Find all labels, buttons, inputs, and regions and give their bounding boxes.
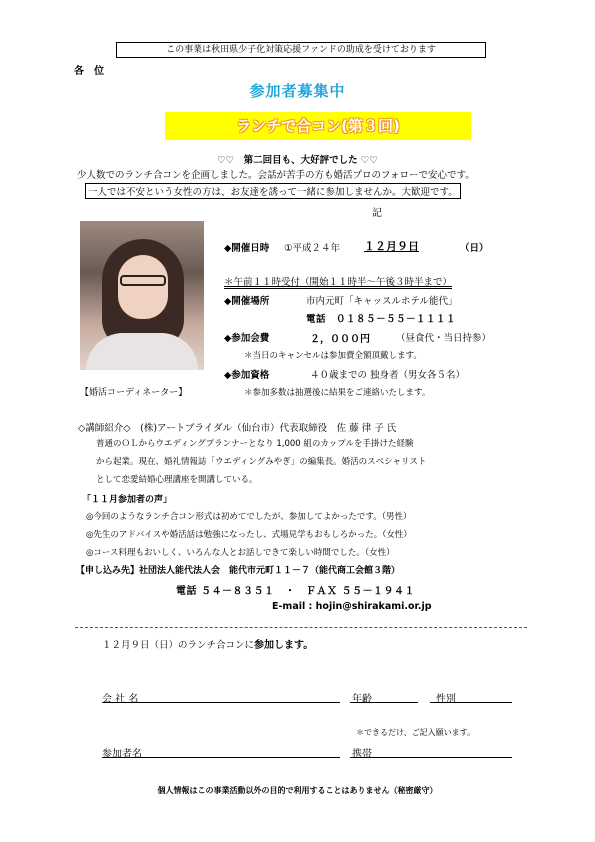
date-label: ◆開催日時	[224, 243, 270, 254]
mobile-label: 携帯	[352, 749, 372, 760]
ki-mark: 記	[372, 208, 382, 219]
lottery-note: ＊参加多数は抽選後に結果をご連絡いたします。	[244, 388, 431, 398]
contact-email: E-mail : hojin@shirakami.or.jp	[272, 601, 432, 612]
age-label: 年齢	[352, 694, 372, 705]
voice-item: ◎コース料理もおいしく、いろんな人とお話しできて楽しい時間でした。（女性）	[86, 548, 395, 558]
event-banner	[165, 112, 471, 140]
salutation: 各 位	[74, 66, 104, 77]
intro-line-2: 一人では不安という女性の方は、お友達を誘って一緒に参加しませんか。大歓迎です。	[85, 183, 461, 199]
recruit-title: 参加者募集中	[249, 82, 346, 100]
participant-name-field[interactable]	[102, 757, 340, 758]
voice-item: ◎今回のようなランチ合コン形式は初めてでしたが、参加してよかったです。（男性）	[86, 512, 412, 522]
venue-phone: 電話 ０１８５－５５－１１１１	[306, 314, 457, 325]
contact-phone-fax: 電話 ５４－８３５１ ・ ＦＡＸ ５５－１９４１	[176, 586, 415, 597]
lecturer-bio-2: から起業。現在、婚礼情報誌「ウエディングみやぎ」の編集長。婚活のスペシャリスト	[96, 457, 427, 467]
gender-field[interactable]	[430, 702, 512, 703]
age-field[interactable]	[350, 702, 418, 703]
fee-label: ◆参加会費	[224, 333, 270, 344]
grant-notice-box: この事業は秋田県少子化対策応援ファンドの助成を受けております	[116, 42, 486, 58]
event-banner-text: ランチで合コン(第３回)	[236, 117, 400, 135]
fee-note: （昼食代・当日持参）	[396, 333, 492, 344]
cut-line	[75, 627, 527, 628]
coordinator-photo	[80, 221, 204, 370]
voice-item: ◎先生のアドバイスや婚活話は勉強になったし、式場見学もおもしろかった。（女性）	[86, 530, 412, 540]
gender-label: 性別	[436, 694, 456, 705]
lecturer-intro: ◇講師紹介◇ (株)アートブライダル（仙台市）代表取締役 佐 藤 律 子 氏	[78, 423, 397, 434]
venue-label: ◆開催場所	[224, 296, 270, 307]
participant-name-label: 参加者名	[102, 749, 142, 760]
cancel-note: ＊当日のキャンセルは参加費全額頂戴します。	[244, 351, 422, 361]
reception-time: ＊午前１１時受付（開始１１時半～午後３時半まで）	[224, 277, 453, 288]
photo-caption: 【婚活コーディネーター】	[80, 388, 188, 398]
tagline: ♡♡ 第二回目も、大好評でした ♡♡	[217, 155, 378, 166]
privacy-footer: 個人情報はこの事業活動以外の目的で利用することはありません（秘密厳守）	[157, 786, 438, 795]
venue-name: 市内元町「キャッスルホテル能代」	[306, 296, 458, 307]
event-date: １２月９日	[364, 240, 419, 253]
lecturer-bio-1: 普通のＯＬからウエディングプランナーとなり 1,000 組のカップルを手掛けた経験	[96, 439, 414, 449]
fill-in-note: ＊できるだけ、ご記入願います。	[356, 728, 476, 737]
lecturer-bio-3: として恋愛結婚心理講座を開講している。	[96, 475, 258, 485]
application-statement: １２月９日（日）のランチ合コンに参加します。	[102, 640, 314, 651]
voices-title: 「１１月参加者の声」	[82, 495, 173, 505]
intro-line-1: 少人数でのランチ合コンを企画しました。会話が苦手の方も婚活プロのフォローで安心です。	[77, 170, 475, 181]
date-suffix: （日）	[460, 243, 489, 254]
date-prefix: ①平成２４年	[284, 243, 341, 254]
company-label: 会 社 名	[102, 694, 139, 705]
apply-to: 【申し込み先】社団法人能代法人会 能代市元町１１－７（能代商工会館３階）	[76, 566, 401, 576]
qualification: ４０歳までの 独身者（男女各５名）	[310, 370, 466, 381]
qualification-label: ◆参加資格	[224, 370, 270, 381]
fee-amount: ２，０００円	[310, 334, 370, 345]
company-field[interactable]	[102, 702, 340, 703]
mobile-field[interactable]	[350, 757, 512, 758]
